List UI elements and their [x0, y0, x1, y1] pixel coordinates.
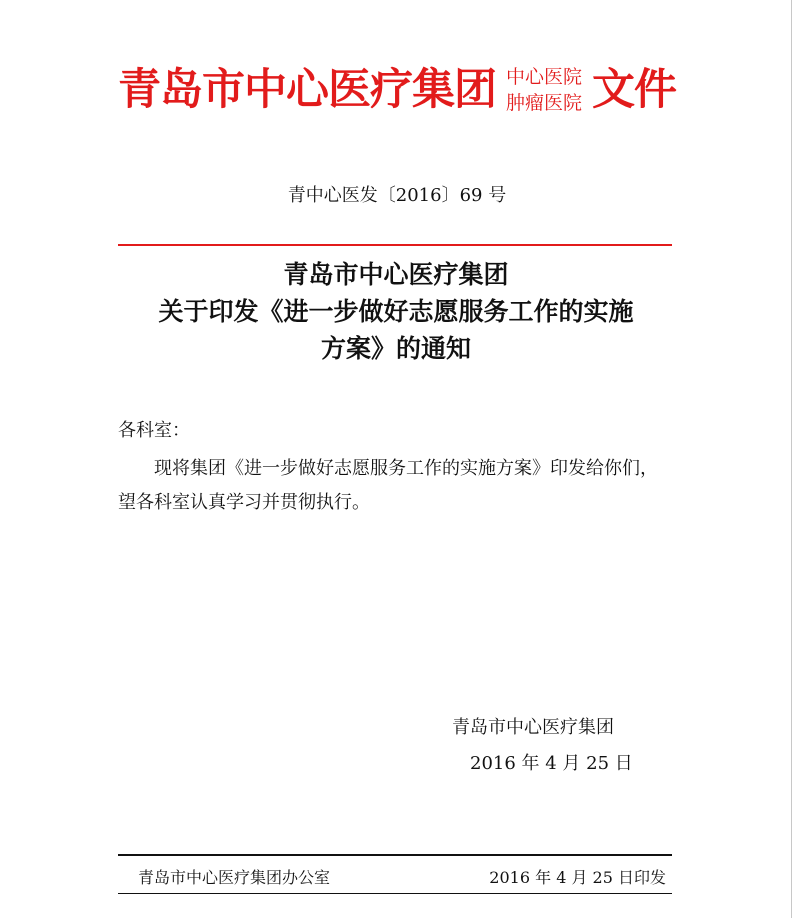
body-paragraph: 现将集团《进一步做好志愿服务工作的实施方案》印发给你们，望各科室认真学习并贯彻执行。	[118, 458, 658, 513]
title-line-3: 方案》的通知	[320, 334, 471, 363]
title-line-2: 关于印发《进一步做好志愿服务工作的实施	[158, 297, 634, 326]
signature-date: 2016 年 4 月 25 日	[470, 753, 633, 774]
document-title	[118, 256, 674, 367]
red-divider	[118, 244, 672, 246]
document-number: 青中心医发〔2016〕69 号	[287, 185, 507, 206]
salutation: 各科室：	[118, 420, 190, 441]
footer-rule-top	[118, 854, 672, 856]
title-line-1: 青岛市中心医疗集团	[283, 260, 509, 289]
signature-block	[452, 710, 652, 782]
letterhead	[118, 58, 674, 124]
signature-org: 青岛市中心医疗集团	[452, 717, 614, 738]
letterhead-stack	[506, 64, 590, 116]
letterhead-stack-top: 中心医院	[506, 66, 583, 88]
footer-print-date: 2016 年 4 月 25 日印发	[489, 868, 666, 887]
letterhead-stack-bottom: 肿瘤医院	[506, 92, 583, 114]
footer-office: 青岛市中心医疗集团办公室	[138, 868, 331, 887]
footer-rule-bottom	[118, 893, 672, 894]
letterhead-main: 青岛市中心医疗集团	[118, 65, 496, 115]
letterhead-suffix: 文件	[592, 65, 676, 115]
page-edge	[791, 0, 792, 918]
